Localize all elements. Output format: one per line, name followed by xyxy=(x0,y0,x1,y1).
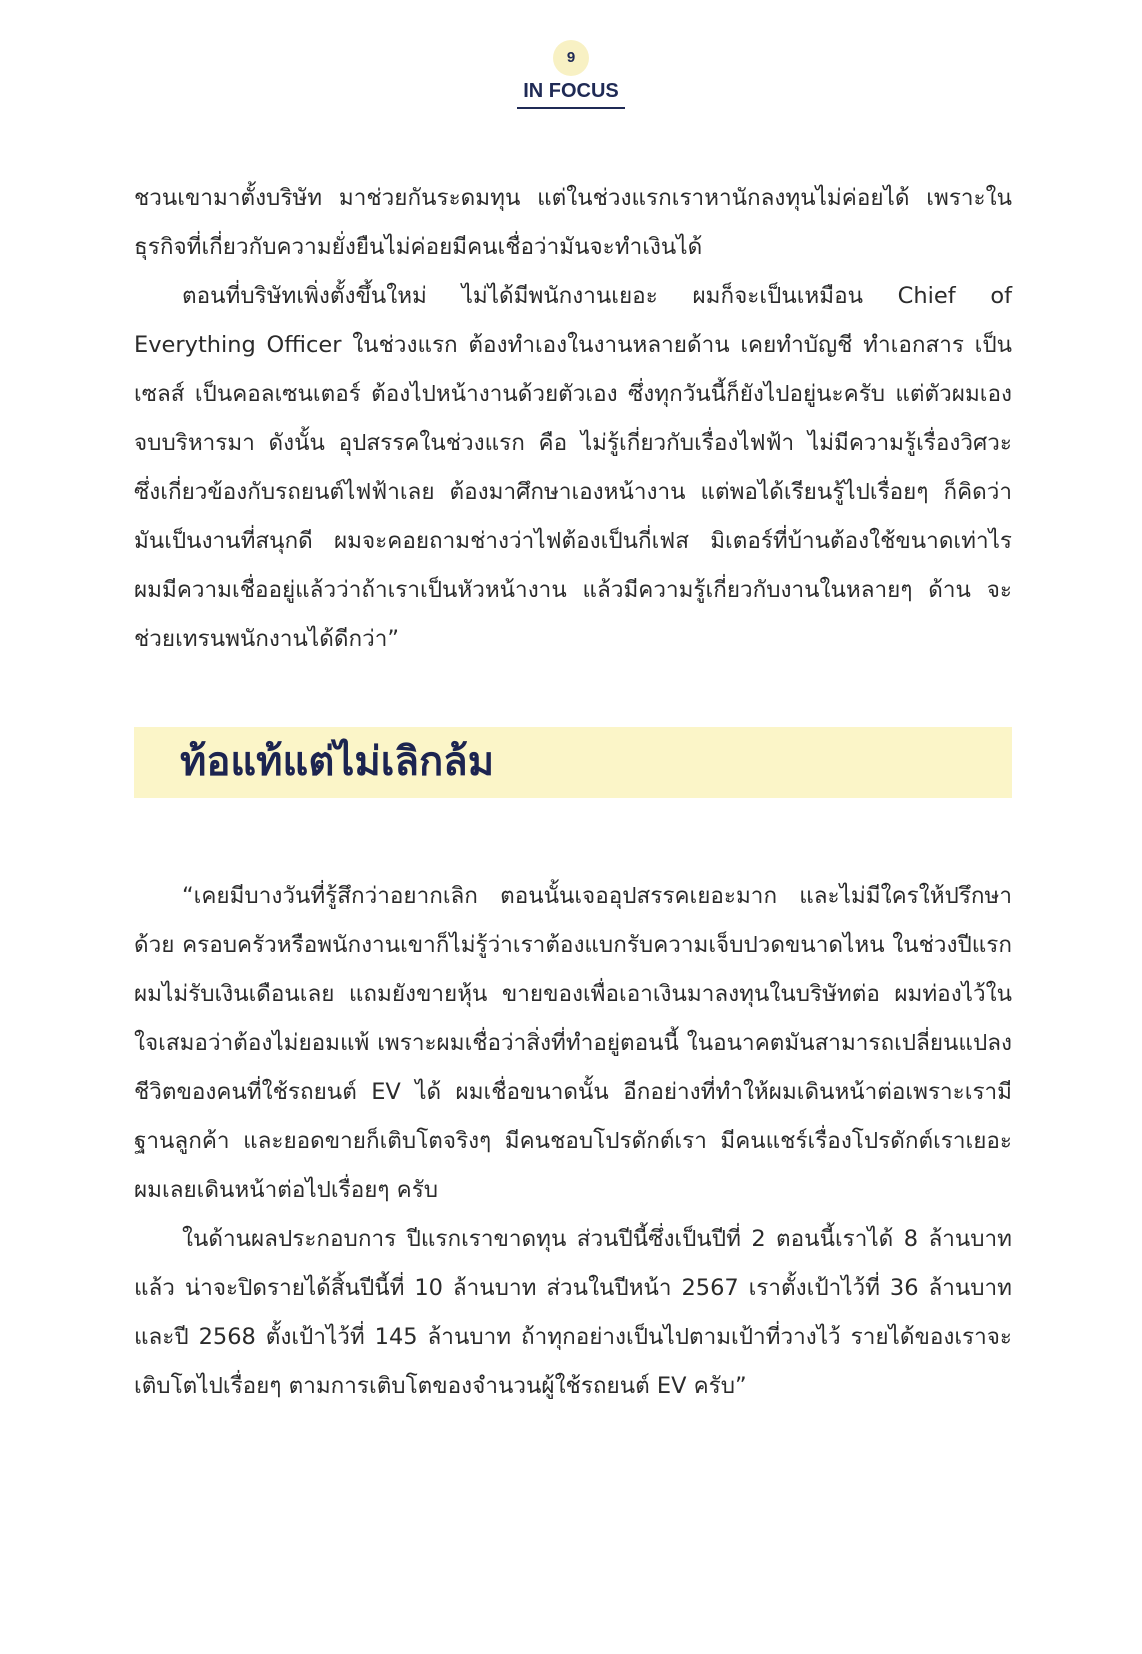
section-heading-band xyxy=(134,727,1012,798)
section-heading: ท้อแท้แต่ไม่เลิกล้ม xyxy=(180,739,495,785)
page-header xyxy=(0,40,1142,109)
paragraph-3: “เคยมีบางวันที่รู้สึกว่าอยากเลิก ตอนนั้นเจออุปสรรคเยอะมาก และไม่มีใครให้ปรึกษาด้วย ครอบครัวหรือพนักงานเขาก็ไม่รู้ว่าเราต้องแบกรับความเจ็บปวดขนาดไหน ในช่วงปีแรกผมไม่รับเงินเดือนเลย แถมยังขายหุ้น ขายของเพื่อเอาเงินมาลงทุนในบริษัทต่อ ผมท่องไว้ในใจเสมอว่าต้องไม่ยอมแพ้ เพราะผมเชื่อว่าสิ่งที่ทำอยู่ตอนนี้ ในอนาคตมันสามารถเปลี่ยนแปลงชีวิตของคนที่ใช้รถยนต์ EV ได้ ผมเชื่อขนาดนั้น อีกอย่างที่ทำให้ผมเดินหน้าต่อเพราะเรามีฐานลูกค้า และยอดขายก็เติบโตจริงๆ มีคนชอบโปรดักต์เรา มีคนแชร์เรื่องโปรดักต์เราเยอะ ผมเลยเดินหน้าต่อไปเรื่อยๆ ครับ xyxy=(134,883,1012,1203)
section-label: IN FOCUS xyxy=(517,80,625,109)
paragraph-4: ในด้านผลประกอบการ ปีแรกเราขาดทุน ส่วนปีนี้ซึ่งเป็นปีที่ 2 ตอนนี้เราได้ 8 ล้านบาทแล้ว น่าจะปิดรายได้สิ้นปีนี้ที่ 10 ล้านบาท ส่วนในปีหน้า 2567 เราตั้งเป้าไว้ที่ 36 ล้านบาท และปี 2568 ตั้งเป้าไว้ที่ 145 ล้านบาท ถ้าทุกอย่างเป็นไปตามเป้าที่วางไว้ รายได้ของเราจะเติบโตไปเรื่อยๆ ตามการเติบโตของจำนวนผู้ใช้รถยนต์ EV ครับ” xyxy=(134,1226,1012,1399)
page-number: 9 xyxy=(553,40,589,76)
paragraph-2: ตอนที่บริษัทเพิ่งตั้งขึ้นใหม่ ไม่ได้มีพนักงานเยอะ ผมก็จะเป็นเหมือน Chief of Everything Officer ในช่วงแรก ต้องทำเองในงานหลายด้าน เคยทำบัญชี ทำเอกสาร เป็นเซลส์ เป็นคอลเซนเตอร์ ต้องไปหน้างานด้วยตัวเอง ซึ่งทุกวันนี้ก็ยังไปอยู่นะครับ แต่ตัวผมเองจบบริหารมา ดังนั้น อุปสรรคในช่วงแรก คือ ไม่รู้เกี่ยวกับเรื่องไฟฟ้า ไม่มีความรู้เรื่องวิศวะ ซึ่งเกี่ยวข้องกับรถยนต์ไฟฟ้าเลย ต้องมาศึกษาเองหน้างาน แต่พอได้เรียนรู้ไปเรื่อยๆ ก็คิดว่ามันเป็นงานที่สนุกดี ผมจะคอยถามช่างว่าไฟต้องเป็นกี่เฟส มิเตอร์ที่บ้านต้องใช้ขนาดเท่าไร ผมมีความเชื่ออยู่แล้วว่าถ้าเราเป็นหัวหน้างาน แล้วมีความรู้เกี่ยวกับงานในหลายๆ ด้าน จะช่วยเทรนพนักงานได้ดีกว่า” xyxy=(134,283,1012,652)
paragraph-1: ชวนเขามาตั้งบริษัท มาช่วยกันระดมทุน แต่ในช่วงแรกเราหานักลงทุนไม่ค่อยได้ เพราะในธุรกิจที่เกี่ยวกับความยั่งยืนไม่ค่อยมีคนเชื่อว่ามันจะทำเงินได้ xyxy=(134,185,1012,260)
